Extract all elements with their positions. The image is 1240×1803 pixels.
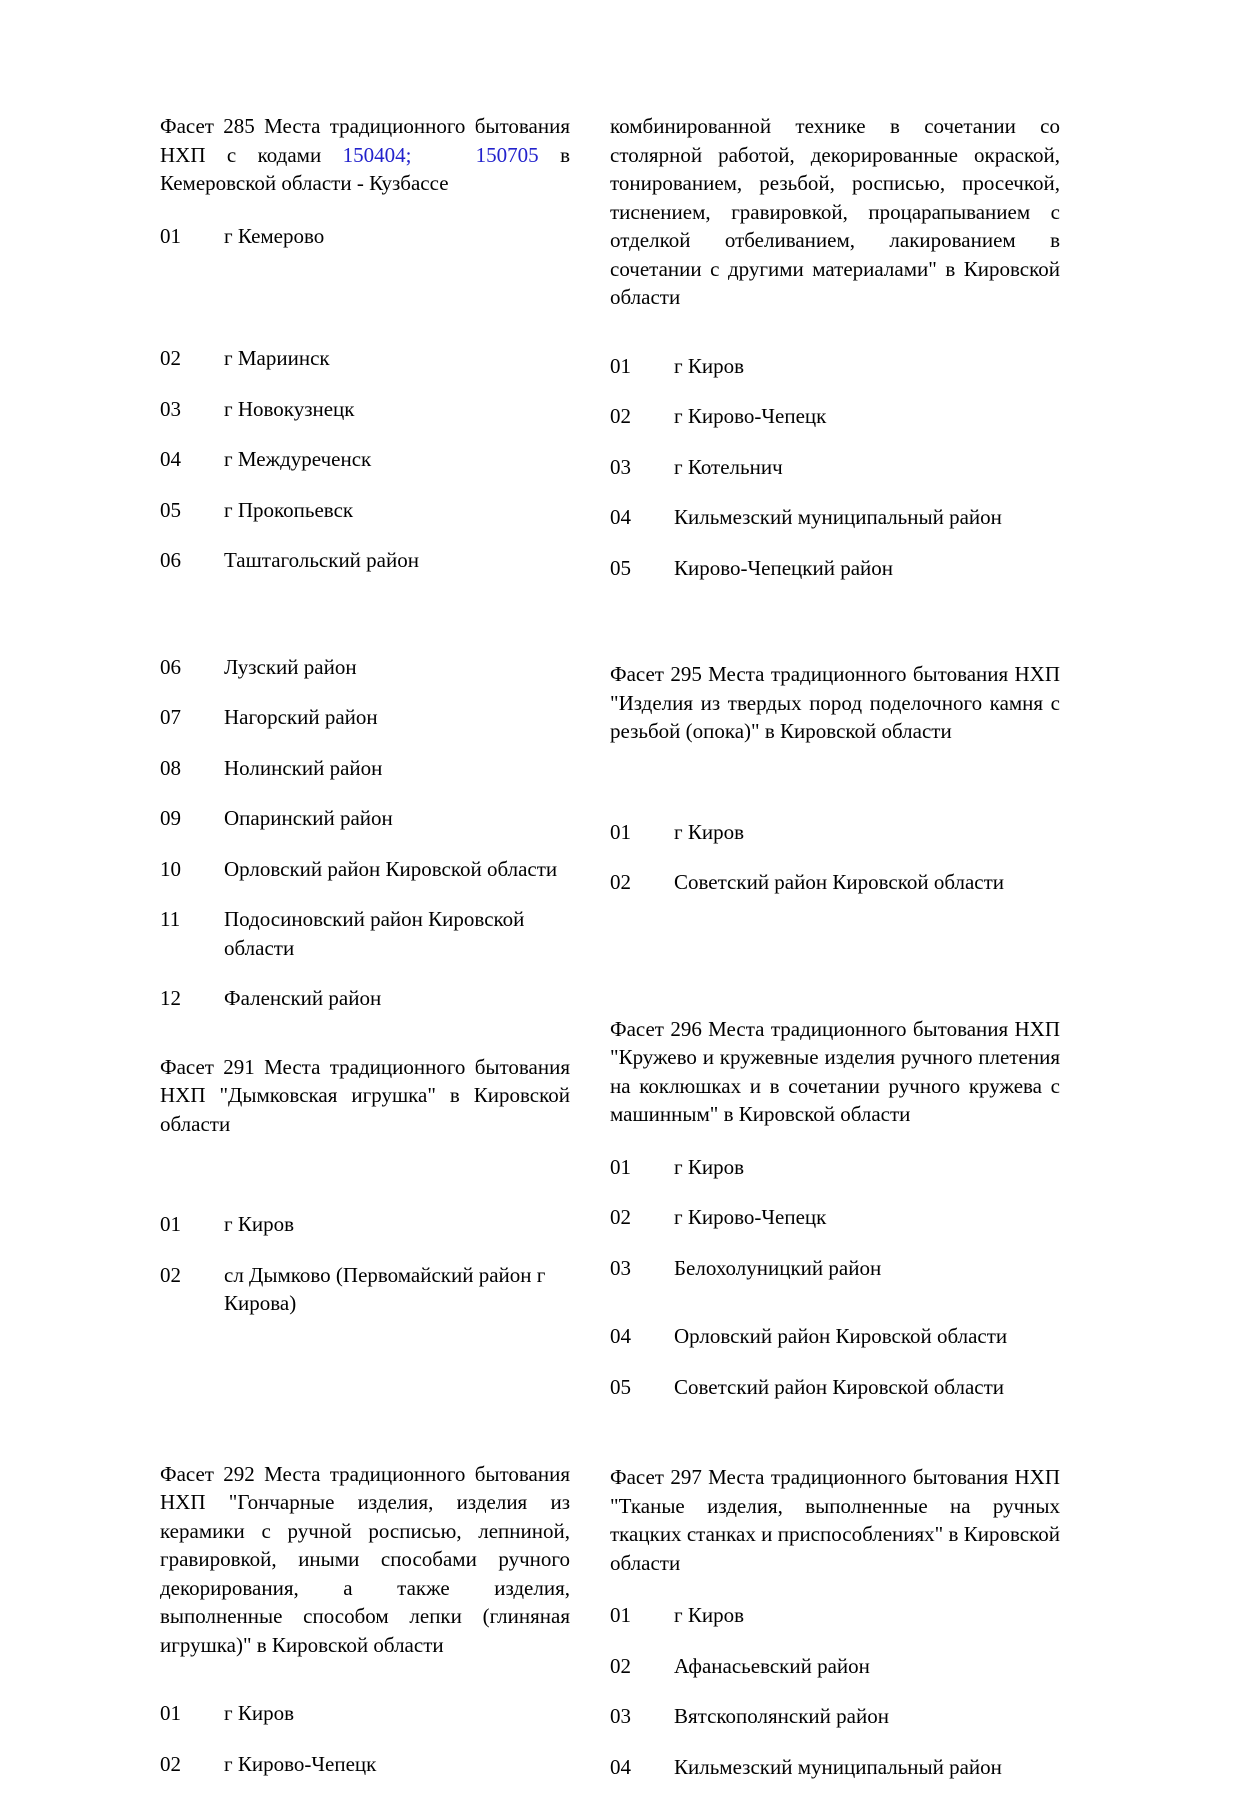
item-code: 02 [610, 870, 631, 894]
list-item[interactable] [160, 1210, 570, 1239]
item-label: Нолинский район [224, 755, 383, 780]
item-code: 02 [160, 346, 181, 370]
list-item[interactable] [610, 1753, 1060, 1782]
item-code: 11 [160, 907, 181, 931]
item-code: 09 [160, 806, 181, 830]
facet-285-heading [160, 112, 570, 198]
list-item[interactable] [610, 1153, 1060, 1182]
item-label: Подосиновский район Кировской области [224, 907, 525, 960]
item-code: 01 [610, 819, 631, 844]
list-item[interactable] [160, 344, 570, 373]
item-code: 04 [610, 505, 631, 529]
item-label: г Киров [674, 1154, 745, 1179]
list-item[interactable] [160, 445, 570, 474]
list-item[interactable] [160, 1750, 570, 1779]
list-item[interactable] [160, 1699, 570, 1728]
item-label: Кирово-Чепецкий район [674, 555, 894, 580]
list-item[interactable] [160, 754, 570, 783]
item-code: 01 [160, 1212, 181, 1236]
item-code: 07 [160, 705, 181, 729]
list-item[interactable] [610, 1254, 1060, 1283]
item-code: 03 [160, 396, 181, 421]
list-item[interactable] [610, 1652, 1060, 1681]
item-code: 04 [610, 1324, 631, 1348]
item-label: Опаринский район [224, 806, 393, 830]
item-label: Орловский район Кировской области [674, 1324, 1008, 1348]
item-code: 03 [610, 1704, 631, 1728]
list-item[interactable] [610, 503, 1060, 532]
list-item[interactable] [610, 1702, 1060, 1731]
spacer [610, 746, 1060, 818]
list-item[interactable] [160, 1261, 570, 1318]
spacer [610, 1423, 1060, 1463]
list-item[interactable] [610, 352, 1060, 381]
item-label: г Прокопьевск [224, 497, 354, 522]
item-label: сл Дымково (Первомайский район г Кирова) [224, 1262, 546, 1315]
item-code: 05 [160, 497, 181, 522]
item-code: 02 [160, 1751, 181, 1776]
facet-285-heading-part1: Фасет 285 Места традиционного бытования НХП с кодами [160, 114, 570, 167]
list-item[interactable] [610, 1322, 1060, 1351]
item-code: 01 [610, 353, 631, 378]
item-code: 05 [610, 555, 631, 580]
item-label: г Междуреченск [224, 447, 372, 471]
item-code: 02 [610, 404, 631, 428]
item-label: г Киров [674, 1603, 745, 1627]
item-label: г Котельнич [674, 454, 783, 479]
item-label: Нагорский район [224, 705, 378, 729]
spacer [610, 1129, 1060, 1153]
spacer [160, 1659, 570, 1699]
item-label: г Кемерово [224, 223, 325, 248]
spacer [610, 312, 1060, 352]
spacer [160, 198, 570, 222]
list-item[interactable] [610, 1601, 1060, 1630]
item-label: г Киров [224, 1701, 295, 1725]
facet-297-heading: Фасет 297 Места традиционного бытования НХП "Тканые изделия, выполненные на ручных ткацких станках и приспособлениях" в Кировской области [610, 1465, 1060, 1575]
item-label: Таштагольский район [224, 548, 419, 572]
item-code: 04 [610, 1754, 631, 1779]
item-label: Советский район Кировской области [674, 1374, 1005, 1399]
spacer [160, 597, 570, 653]
list-item[interactable] [160, 546, 570, 575]
facet-285-code-link-2[interactable]: 150705 [475, 142, 539, 167]
list-item[interactable] [610, 554, 1060, 583]
list-item[interactable] [160, 703, 570, 732]
item-label: г Киров [224, 1212, 295, 1236]
list-item[interactable] [160, 395, 570, 424]
list-item[interactable] [160, 496, 570, 525]
item-label: Кильмезский муниципальный район [674, 505, 1002, 529]
item-label: Лузский район [224, 654, 357, 679]
list-item[interactable] [160, 804, 570, 833]
facet-296-heading: Фасет 296 Места традиционного бытования НХП "Кружево и кружевные изделия ручного плетения на коклюшках и в сочетании ручного кружева с машинным" в Кировской области [610, 1016, 1060, 1126]
item-code: 06 [160, 548, 181, 572]
facet-285-heading-part2: в Кемеровской области - Кузбассе [160, 142, 570, 195]
left-column [160, 112, 570, 1800]
item-code: 06 [160, 654, 181, 679]
item-code: 02 [160, 1262, 181, 1287]
item-code: 01 [160, 1701, 181, 1725]
facet-292-heading: Фасет 292 Места традиционного бытования НХП "Гончарные изделия, изделия из керамики с ручной росписью, лепниной, гравировкой, иными способами ручного декорирования, а также изделия, выполненные способом лепки (глиняная игрушка)" в Кировской области [160, 1461, 570, 1657]
item-code: 02 [610, 1205, 631, 1229]
item-label: Кильмезский муниципальный район [674, 1754, 1002, 1779]
item-label: г Мариинск [224, 346, 330, 370]
item-code: 12 [160, 986, 181, 1010]
item-code: 08 [160, 755, 181, 780]
spacer [160, 1138, 570, 1210]
item-label: г Новокузнецк [224, 396, 355, 421]
item-label: г Киров [674, 353, 745, 378]
right-column [610, 112, 1060, 1803]
item-label: г Кирово-Чепецк [224, 1751, 377, 1776]
facet-291-heading: Фасет 291 Места традиционного бытования НХП "Дымковская игрушка" в Кировской области [160, 1054, 570, 1136]
two-column-layout [160, 112, 1080, 1803]
list-item[interactable] [160, 984, 570, 1013]
facet-continuation-paragraph: комбинированной технике в сочетании со столярной работой, декорированные окраской, тонированием, резьбой, росписью, просечкой, тиснением, гравировкой, процарапыванием с отделкой отбеливанием, лакированием в сочетании с другими материалами" в Кировской области [610, 114, 1060, 309]
spacer [160, 1340, 570, 1460]
list-item[interactable] [610, 818, 1060, 847]
spacer [160, 272, 570, 344]
item-label: Белохолуницкий район [674, 1255, 882, 1280]
item-code: 01 [160, 223, 181, 248]
item-label: Советский район Кировской области [674, 870, 1005, 894]
list-item[interactable] [610, 402, 1060, 431]
item-label: Афанасьевский район [674, 1653, 870, 1678]
facet-295-heading: Фасет 295 Места традиционного бытования НХП "Изделия из твердых пород поделочного камня с резьбой (опока)" в Кировской области [610, 662, 1060, 743]
item-code: 01 [610, 1603, 631, 1627]
item-code: 02 [610, 1653, 631, 1678]
item-label: г Кирово-Чепецк [674, 404, 827, 428]
facet-285-code-link-1[interactable]: 150404; [342, 142, 412, 167]
list-item[interactable] [160, 653, 570, 682]
list-item[interactable] [160, 855, 570, 884]
list-item[interactable] [610, 1373, 1060, 1402]
item-label: г Кирово-Чепецк [674, 1205, 827, 1229]
item-label: г Киров [674, 819, 745, 844]
item-code: 04 [160, 447, 181, 471]
item-label: Вятскополянский район [674, 1704, 889, 1728]
list-item[interactable] [160, 905, 570, 962]
list-item[interactable] [610, 868, 1060, 897]
list-item[interactable] [610, 1203, 1060, 1232]
item-code: 03 [610, 1255, 631, 1280]
spacer [610, 604, 1060, 660]
list-item[interactable] [610, 453, 1060, 482]
item-code: 01 [610, 1154, 631, 1179]
item-code: 10 [160, 856, 181, 881]
item-code: 03 [610, 454, 631, 479]
spacer [610, 919, 1060, 1015]
item-label: Фаленский район [224, 986, 382, 1010]
spacer [610, 1577, 1060, 1601]
list-item[interactable] [160, 222, 570, 251]
item-code: 05 [610, 1374, 631, 1399]
code-separator-space [411, 143, 475, 167]
item-label: Орловский район Кировской области [224, 856, 558, 881]
